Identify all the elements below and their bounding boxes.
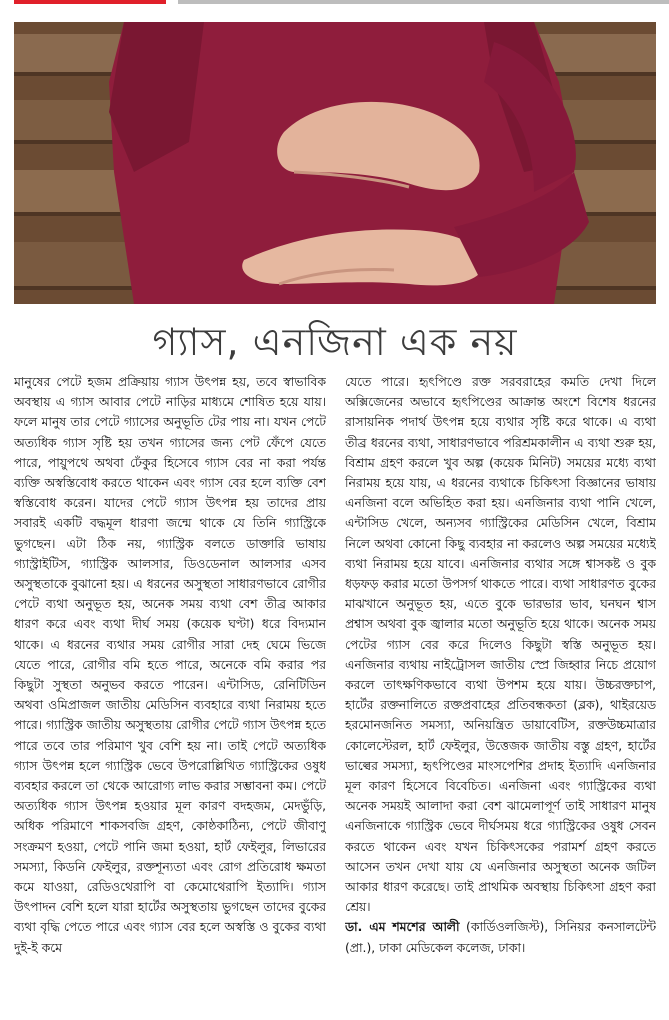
article-body-column-right — [345, 372, 656, 1012]
section-accent-bar — [14, 0, 166, 4]
author-name: ডা. এম শমশের আলী — [345, 920, 460, 935]
article-headline: গ্যাস, এনজিনা এক নয় — [152, 320, 518, 364]
article-photo — [14, 22, 656, 304]
article-body-column-left — [14, 372, 326, 1012]
author-byline — [345, 917, 656, 957]
author-credentials: (কার্ডিওলজিস্ট), সিনিয়র কনসালটেন্ট (প্রা.), ঢাকা মেডিকেল কলেজ, ঢাকা। — [345, 920, 656, 955]
article-paragraph-right: যেতে পারে। হৃৎপিণ্ডে রক্ত সরবরাহের কমতি দেখা দিলে অক্সিজেনের অভাবে হৃৎপিণ্ডের আক্রান্ত অংশে বিশেষ ধরনের রাসায়নিক পদার্থ উৎপন্ন হয়ে ব্যথার সৃষ্টি করে থাকে। এ ব্যথা তীব্র ধরনের ব্যথা, সাধারণভাবে পরিশ্রমকালীন এ ব্যথা শুরু হয়, বিশ্রাম গ্রহণ করলে খুব অল্প (কয়েক মিনিট) সময়ের মধ্যে ব্যথা নিরাময় হয়ে যায়, এ ধরনের ব্যথাকে চিকিৎসা বিজ্ঞানের ভাষায় এনজিনা বলে অভিহিত করা হয়। এনজিনার ব্যথা পানি খেলে, এন্টাসিড খেলে, অন্যসব গ্যাস্ট্রিকের মেডিসিন খেলে, বিশ্রাম নিলে অথবা কোনো কিছু ব্যবহার না করলেও অল্প সময়ের মধ্যেই ব্যথা নিরাময় হয়ে যাবে। এনজিনার ব্যথার সঙ্গে শ্বাসকষ্ট ও বুক ধড়ফড় করার মতো উপসর্গ থাকতে পারে। ব্যথা সাধারণত বুকের মাঝখানে অনুভূত হয়, এতে বুকে ভারভার ভাব, ঘনঘন শ্বাস প্রশ্বাস অথবা বুক জ্বালার মতো অনুভূতি হয়ে থাকে। অনেক সময় পেটের গ্যাস বের করে দিলেও কিছুটা স্বস্তি অনুভূত হয়। এনজিনার ব্যথায় নাইট্রোসল জাতীয় স্প্রে জিহ্বার নিচে প্রয়োগ করলে তাৎক্ষণিকভাবে ব্যথা উপশম হয়ে যায়। উচ্চরক্তচাপ, হার্টের রক্তনালিতে রক্তপ্রবাহের প্রতিবন্ধকতা (ব্লক), থাইরয়েড হরমোনজনিত সমস্যা, অনিয়ন্ত্রিত ডায়াবেটিস, রক্তউচ্চমাত্রার কোলেস্টেরল, হার্ট ফেইলুর, উত্তেজক জাতীয় বস্তু গ্রহণ, হার্টের ভাল্বের সমস্যা, হৃৎপিণ্ডের মাংসপেশির প্রদাহ ইত্যাদি এনজিনার মূল কারণ হিসেবে বিবেচিত। এনজিনা এবং গ্যাস্ট্রিকের ব্যথা অনেক সময়ই আলাদা করা বেশ ঝামেলাপূর্ণ তাই সাধারণ মানুষ এনজিনাকে গ্যাস্ট্রিক ভেবে দীর্ঘসময় ধরে গ্যাস্ট্রিকের ওষুধ সেবন করতে থাকেন এবং যখন চিকিৎসকের পরামর্শ গ্রহণ করতে আসেন তখন দেখা যায় যে এনজিনার অসুস্থতা অনেক জটিল আকার ধারণ করেছে। তাই প্রাথমিক অবস্থায় চিকিৎসা গ্রহণ করা শ্রেয়। — [345, 375, 656, 915]
top-rule — [178, 0, 669, 4]
article-paragraph-left: মানুষের পেটে হজম প্রক্রিয়ায় গ্যাস উৎপন্ন হয়, তবে স্বাভাবিক অবস্থায় এ গ্যাস আবার পেটে নাড়ির মাধ্যমে শোষিত হয়ে যায়। ফলে মানুষ তার পেটে গ্যাসের অনুভূতি টের পায় না। যখন পেটে অত্যধিক গ্যাস সৃষ্টি হয় তখন গ্যাসের জন্য পেট ফেঁপে যেতে পারে, পায়ুপথে অথবা ঢেঁকুর হিসেবে গ্যাস বের না করা পর্যন্ত ব্যক্তি অস্বস্তিবোধ করতে থাকেন এবং গ্যাস বের হলে ব্যক্তি বেশ স্বস্তিবোধ করেন। যাদের পেটে গ্যাস উৎপন্ন হয় তাদের প্রায় সবারই একটি বদ্ধমূল ধারণা জন্মে থাকে যে তিনি গ্যাস্ট্রিকে ভুগছেন। এটা ঠিক নয়, গ্যাস্ট্রিক বলতে ডাক্তারি ভাষায় গ্যাস্ট্রাইটিস, গ্যাস্ট্রিক আলসার, ডিওডেনাল আলসার এসব অসুস্থতাকে বুঝানো হয়। এ ধরনের অসুস্থতা সাধারণভাবে রোগীর পেটে ব্যথা অনুভূত হয়, অনেক সময় ব্যথা বেশ তীব্র আকার ধারণ করে এবং ব্যথা দীর্ঘ সময় (কয়েক ঘণ্টা) ধরে বিদ্যমান থাকে। এ ধরনের ব্যথার সময় রোগীর সারা দেহ ঘেমে ভিজে যেতে পারে, রোগীর বমি হতে পারে, অনেকে বমি করার পর কিছুটা সুস্থতা অনুভব করতে পারেন। এন্টাসিড, রেনিটিডিন অথবা ওমিপ্রাজল জাতীয় মেডিসিন ব্যবহারে ব্যথা নিরাময় হতে পারে। গ্যাস্ট্রিক জাতীয় অসুস্থতায় রোগীর পেটে গ্যাস উৎপন্ন হতে পারে তবে তার পরিমাণ খুব বেশি হয় না। তাই পেটে অত্যধিক গ্যাস উৎপন্ন হলে গ্যাস্ট্রিক ভেবে উপরোল্লিখিত গ্যাস্ট্রিকের ওষুধ ব্যবহার করলে তা থেকে আরোগ্য লাভ করার সম্ভাবনা কম। পেটে অত্যধিক গ্যাস উৎপন্ন হওয়ার মূল কারণ বদহজম, মেদভুঁড়ি, অধিক পরিমাণে শাকসবজি গ্রহণ, কোষ্ঠকাঠিন্য, পেটে জীবাণু সংক্রমণ হওয়া, পেটে পানি জমা হওয়া, হার্ট ফেইলুর, লিভারের সমস্যা, কিডনি ফেইলুর, রক্তশূন্যতা এবং রোগ প্রতিরোধ ক্ষমতা কমে যাওয়া, রেডিওথেরাপি বা কেমোথেরাপি ইত্যাদি। গ্যাস উৎপাদন বেশি হলে যারা হার্টের অসুস্থতায় ভুগছেন তাদের বুকের ব্যথা বৃদ্ধি পেতে পারে এবং গ্যাস বের হলে অস্বস্তি ও বুকের ব্যথা দুই-ই কমে — [14, 375, 326, 955]
